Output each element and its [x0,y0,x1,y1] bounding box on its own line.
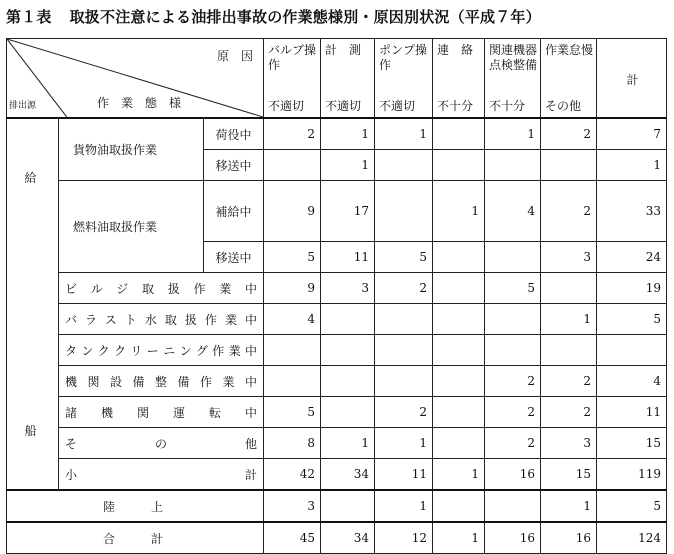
row-label: 計 [626,72,639,87]
table-cell [485,150,541,181]
table-cell: 4 [597,366,667,397]
table-cell: 2 [541,397,597,428]
table-cell [433,150,485,181]
table-cell [321,397,375,428]
row-label: 船 [24,424,41,438]
table-cell: 8 [264,428,321,459]
row-label: 給 [24,171,41,185]
row-label: 作業怠慢 [545,43,594,57]
table-cell [375,304,433,335]
row-label: ビルジ取扱作業中 [59,273,264,304]
table-cell: 19 [597,273,667,304]
table-cell [433,366,485,397]
table-cell [485,335,541,366]
table-cell [597,335,667,366]
table-row [7,397,667,428]
table-cell: 124 [597,522,667,554]
subtotal-row [7,459,667,491]
table-cell: 5 [375,242,433,273]
table-cell: 12 [375,522,433,554]
table-cell [433,397,485,428]
table-cell [433,428,485,459]
row-label: 計 測 [325,43,362,57]
row-label: 移送中 [204,242,264,273]
table-cell: 1 [375,118,433,150]
table-row [7,428,667,459]
row-label: 不適切 [325,99,362,113]
table-cell: 9 [264,273,321,304]
table-cell: 1 [375,490,433,522]
col-header-measure [321,39,375,119]
col-header-negligence [541,39,597,119]
table-cell: 3 [321,273,375,304]
table-cell: 45 [264,522,321,554]
table-cell: 1 [597,150,667,181]
table-cell: 17 [321,181,375,242]
table-number: 第１表 [6,8,52,26]
ship-label [7,118,59,490]
table-cell [485,490,541,522]
row-label: 小計 [59,459,264,491]
table-row [7,118,667,150]
table-cell [485,304,541,335]
table-cell: 3 [541,428,597,459]
operation-label: 作 業 態 様 [97,96,182,110]
row-label: 荷役中 [204,118,264,150]
col-header-pump [375,39,433,119]
table-cell: 2 [541,118,597,150]
table-cell: 15 [597,428,667,459]
table-cell: 2 [485,428,541,459]
col-header-contact [433,39,485,119]
table-cell [485,242,541,273]
table-cell: 1 [321,150,375,181]
row-label: 移送中 [204,150,264,181]
table-cell: 5 [597,304,667,335]
table-cell: 16 [485,522,541,554]
table-cell: 3 [541,242,597,273]
table-cell: 11 [321,242,375,273]
table-cell [541,335,597,366]
table-cell [433,118,485,150]
table-cell [541,273,597,304]
table-cell [264,335,321,366]
table-cell [375,366,433,397]
table-cell [433,273,485,304]
table-cell [321,335,375,366]
row-label: バルブ操作 [268,43,317,72]
table-cell: 2 [485,366,541,397]
table-cell: 33 [597,181,667,242]
table-cell [433,335,485,366]
cause-label: 原 因 [217,49,254,63]
accident-table [6,38,667,554]
row-label: その他 [59,428,264,459]
table-cell [264,366,321,397]
table-cell [433,490,485,522]
table-cell: 42 [264,459,321,491]
row-label: 関連機器点検整備 [489,43,538,72]
table-cell: 16 [541,522,597,554]
table-cell [433,242,485,273]
table-cell: 1 [433,522,485,554]
table-cell [321,304,375,335]
table-row [7,273,667,304]
table-cell: 4 [264,304,321,335]
row-label: 補給中 [204,181,264,242]
table-row [7,304,667,335]
table-cell [375,335,433,366]
row-label: 陸 上 [7,490,264,522]
table-cell [375,150,433,181]
table-cell: 2 [375,397,433,428]
row-label: 合 計 [7,522,264,554]
table-cell: 5 [264,242,321,273]
table-title [6,6,541,27]
col-header-inspection [485,39,541,119]
table-row [7,366,667,397]
col-header-total [597,39,667,119]
table-cell: 5 [597,490,667,522]
table-cell [321,490,375,522]
col-header-valve [264,39,321,119]
table-cell: 2 [264,118,321,150]
table-row [7,335,667,366]
table-cell: 7 [597,118,667,150]
table-caption: 取扱不注意による油排出事故の作業態様別・原因別状況（平成７年） [69,8,541,26]
row-label: 不適切 [379,99,416,113]
table-cell: 1 [433,459,485,491]
table-cell: 1 [485,118,541,150]
table-cell: 5 [485,273,541,304]
row-label: バラスト水取扱作業中 [59,304,264,335]
land-row [7,490,667,522]
table-cell [264,150,321,181]
row-label: その他 [545,99,582,113]
table-cell: 16 [485,459,541,491]
cargo-operation: 貨物油取扱作業 [59,118,204,181]
row-label: 不適切 [268,99,305,113]
table-cell: 1 [541,304,597,335]
table-cell: 2 [485,397,541,428]
row-label: 諸機関運転中 [59,397,264,428]
table-cell: 9 [264,181,321,242]
table-cell [433,304,485,335]
table-cell: 2 [541,366,597,397]
table-cell: 4 [485,181,541,242]
table-cell: 2 [375,273,433,304]
table-cell: 119 [597,459,667,491]
table-cell: 1 [321,428,375,459]
table-cell: 11 [597,397,667,428]
row-label: タンククリーニング作業中 [59,335,264,366]
row-label: 連 絡 [437,43,474,57]
table-cell: 15 [541,459,597,491]
table-cell: 2 [541,181,597,242]
table-cell [375,181,433,242]
table-cell: 34 [321,522,375,554]
table-cell: 1 [375,428,433,459]
table-cell [321,366,375,397]
table-cell [541,150,597,181]
table-cell: 1 [321,118,375,150]
table-cell: 1 [433,181,485,242]
table-cell: 24 [597,242,667,273]
table-row [7,181,667,242]
source-label: 排出源 [9,101,37,111]
header-diagonal-cell [7,39,264,119]
fuel-operation: 燃料油取扱作業 [59,181,204,273]
table-cell: 1 [541,490,597,522]
total-row [7,522,667,554]
row-label: 不十分 [437,99,474,113]
row-label: 機関設備整備作業中 [59,366,264,397]
table-cell: 11 [375,459,433,491]
table-cell: 5 [264,397,321,428]
row-label: 不十分 [489,99,526,113]
table-cell: 3 [264,490,321,522]
table-cell: 34 [321,459,375,491]
row-label: ポンプ操作 [379,43,428,72]
